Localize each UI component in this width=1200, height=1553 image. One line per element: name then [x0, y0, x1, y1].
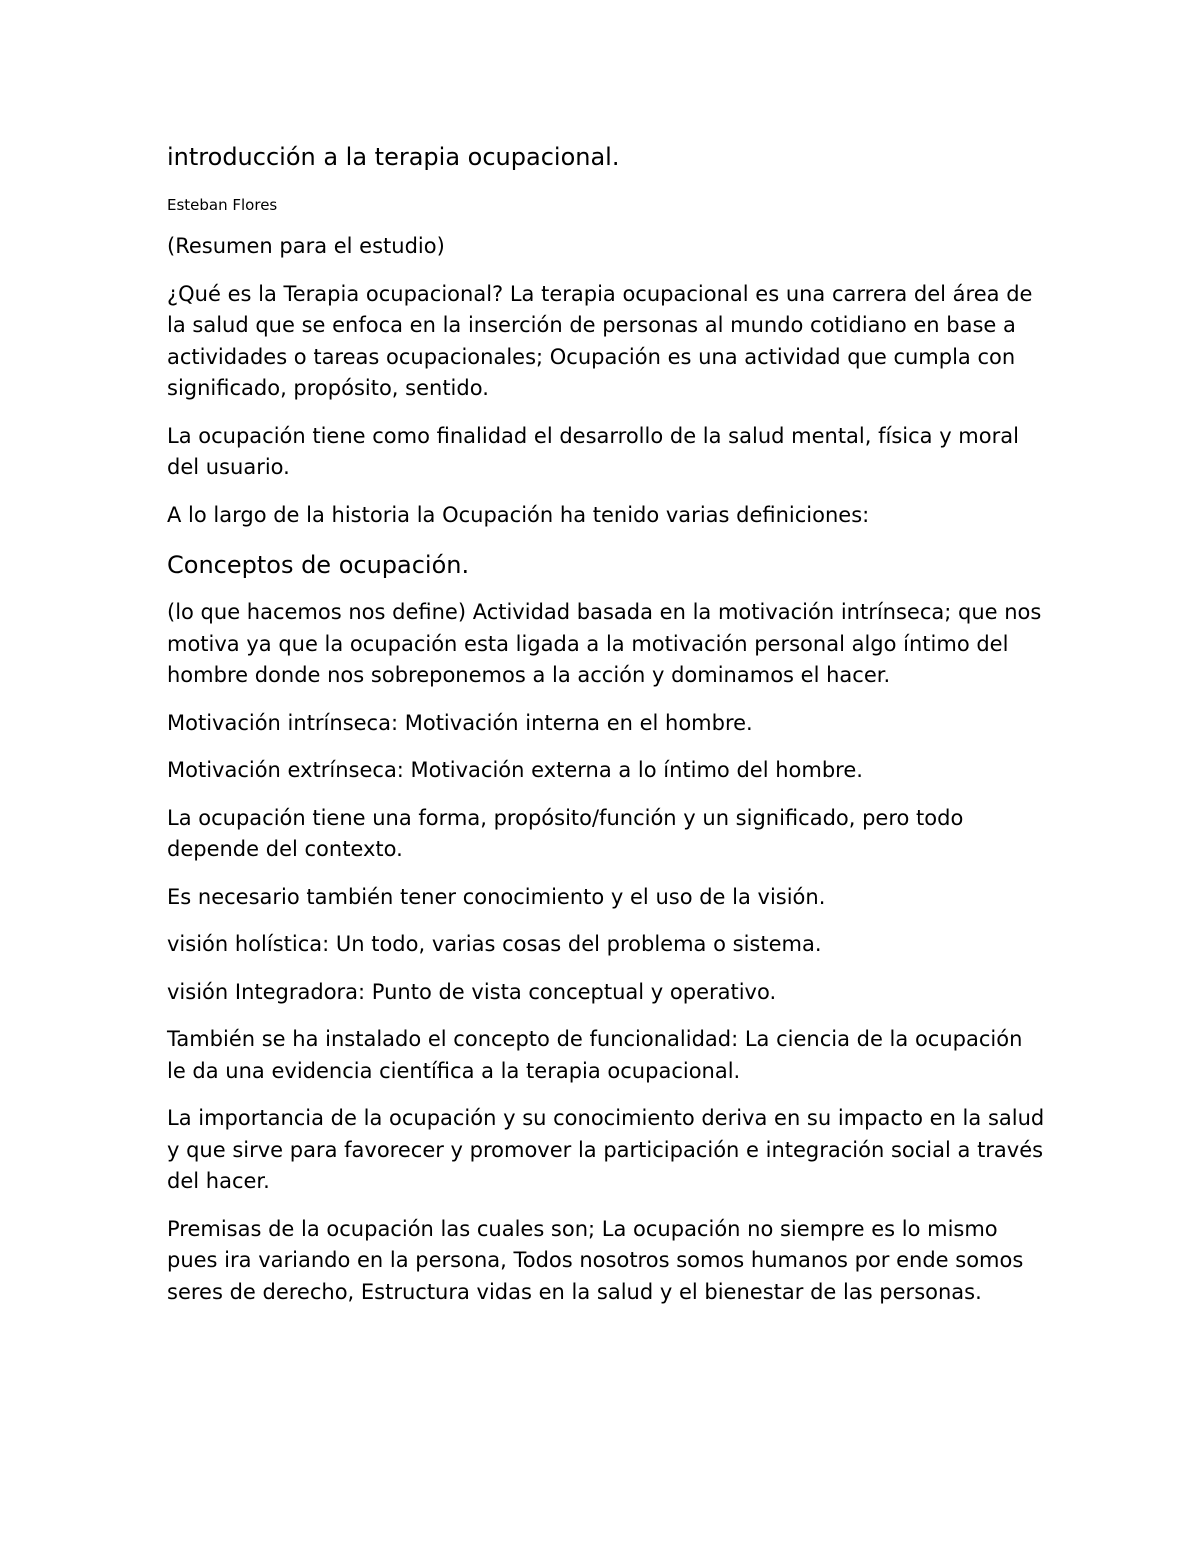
- section-heading: Conceptos de ocupación.: [167, 551, 470, 579]
- paragraph-premises: Premisas de la ocupación las cuales son; La ocupación no siempre es lo mismo pues ira variando en la persona, Todos nosotros somos humanos por ende somos seres de derecho, Estructura vidas en la salud y el bienestar de las personas.: [167, 1216, 1024, 1304]
- document-page: [167, 141, 1047, 1324]
- paragraph-form-purpose: La ocupación tiene una forma, propósito/función y un significado, pero todo depende del contexto.: [167, 805, 964, 861]
- paragraph-functionality: También se ha instalado el concepto de funcionalidad: La ciencia de la ocupación le da una evidencia científica a la terapia ocupacional.: [167, 1027, 1023, 1083]
- paragraph-intrinsic: Motivación intrínseca: Motivación interna en el hombre.: [167, 710, 753, 735]
- author-name: Esteban Flores: [167, 196, 278, 214]
- document-subtitle: (Resumen para el estudio): [167, 234, 445, 258]
- document-title: introducción a la terapia ocupacional.: [167, 143, 620, 171]
- paragraph-integrative: visión Integradora: Punto de vista conceptual y operativo.: [167, 979, 777, 1004]
- paragraph-purpose: La ocupación tiene como finalidad el desarrollo de la salud mental, física y moral del usuario.: [167, 423, 1019, 479]
- paragraph-what-is-to: ¿Qué es la Terapia ocupacional? La terapia ocupacional es una carrera del área de la salud que se enfoca en la inserción de personas al mundo cotidiano en base a actividades o tareas ocupacionales; Ocupación es una actividad que cumpla con significado, propósito, sentido.: [167, 281, 1033, 400]
- paragraph-history: A lo largo de la historia la Ocupación ha tenido varias definiciones:: [167, 502, 870, 527]
- paragraph-vision: Es necesario también tener conocimiento y el uso de la visión.: [167, 884, 826, 909]
- paragraph-holistic: visión holística: Un todo, varias cosas del problema o sistema.: [167, 932, 822, 956]
- paragraph-importance: La importancia de la ocupación y su conocimiento deriva en su impacto en la salud y que sirve para favorecer y promover la participación e integración social a través del hacer.: [167, 1106, 1045, 1193]
- paragraph-extrinsic: Motivación extrínseca: Motivación externa a lo íntimo del hombre.: [167, 758, 863, 782]
- paragraph-definition: (lo que hacemos nos define) Actividad basada en la motivación intrínseca; que nos motiva ya que la ocupación esta ligada a la motivación personal algo íntimo del hombre donde nos sobreponemos a la acción y dominamos el hacer.: [167, 600, 1042, 687]
